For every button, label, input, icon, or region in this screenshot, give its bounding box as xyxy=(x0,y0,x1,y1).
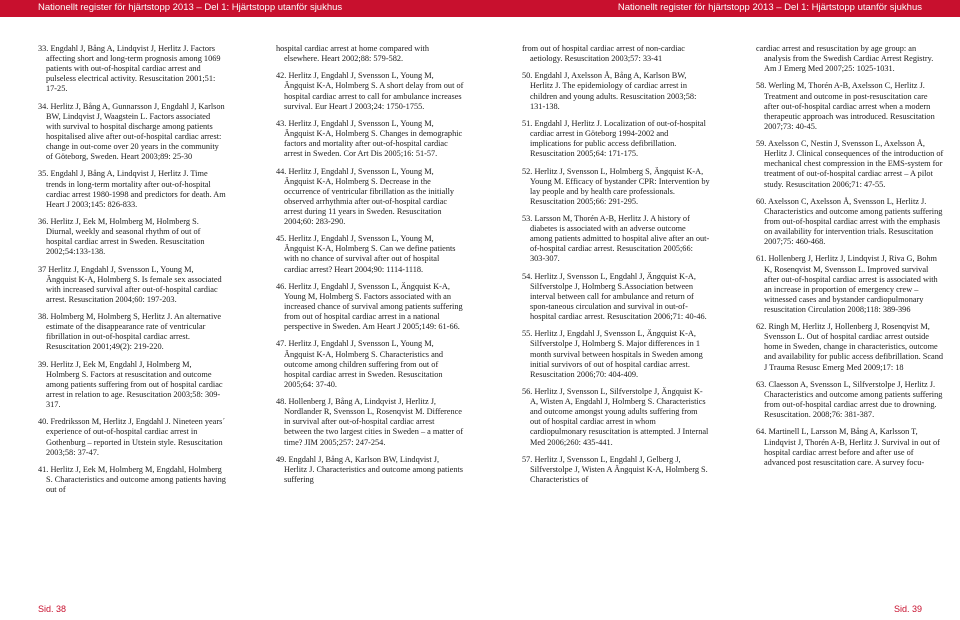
reference-entry: cardiac arrest and resuscitation by age group: an analysis from the Swedish Cardiac Arrest Registry. Am J Emerg Med 2007;25: 1025-1031. xyxy=(756,44,934,74)
reference-entry: 39. Herlitz J, Eek M, Engdahl J, Holmberg M, Holmberg S. Factors at resuscitation and outcome among patients suffering from out of hospital cardiac arrest in relation to age. Resuscitation 2003;58: 309-317. xyxy=(38,359,223,410)
reference-entry: 55. Herlitz J, Engdahl J, Svensson L, Ängquist K-A, Silfverstolpe J, Holmberg S. Major differences in 1 month survival between hospitals in Sweden among initial survivors of out of hospital cardiac arrest. Resuscitation 2006;70: 404-409. xyxy=(522,329,703,379)
page-gutter xyxy=(479,20,480,600)
reference-entry: 45. Herlitz J, Engdahl J, Svensson L, Young M, Ängquist K-A, Holmberg S. Can we define patients with no chance of survival after out of hospital cardiac arrest? Heart 2004;90: 1114-1118. xyxy=(276,234,456,274)
reference-entry: 58. Werling M, Thorén A-B, Axelsson C, Herlitz J. Treatment and outcome in post-resuscitation care after out-of-hospital cardiac arrest when a modern therapeutic approach was introduced. Resuscitation 2007;73: 40-45. xyxy=(756,81,935,131)
reference-entry: 53. Larsson M, Thorén A-B, Herlitz J. A history of diabetes is associated with an adverse outcome among patients admitted to hospital alive after an out-of-hospital cardiac arrest. Resuscitation 2005;66: 303-307. xyxy=(522,214,710,264)
reference-entry: 37 Herlitz J, Engdahl J, Svensson L, Young M, Ängquist K-A, Holmberg S. Is female sex associated with increased survival after out-of-hospital cardiac arrest. Resuscitation 2004;60: 197-203. xyxy=(38,264,222,304)
reference-entry: 35. Engdahl J, Bång A, Lindqvist J, Herlitz J. Time trends in long-term mortality after out-of-hospital cardiac arrest 1980-1998 and predictors for death. Am Heart J 2003;145: 826-833. xyxy=(38,169,226,209)
header-title-left: Nationellt register för hjärtstopp 2013 – Del 1: Hjärtstopp utanför sjukhus xyxy=(38,2,343,13)
reference-entry: 41. Herlitz J, Eek M, Holmberg M, Engdahl, Holmberg S. Characteristics and outcome among patients having out of xyxy=(38,464,226,495)
reference-column-3 xyxy=(522,44,710,492)
reference-entry: 56. Herlitz J, Svensson L, Silfverstolpe J, Ängquist K-A, Wisten A, Engdahl J, Holmberg S. Characteristics and outcome amongst young adults suffering from out of hospital cardiac arrest in whom cardiopulmonary resuscitation is attempted. J Internal Med 2006;260: 435-441. xyxy=(522,387,709,447)
reference-entry: 34. Herlitz J, Bång A, Gunnarsson J, Engdahl J, Karlson BW, Lindqvist J, Waagstein L. Factors associated with survival to hospital discharge among patients hospitalised alive after out-of-hospital cardiac arrest: change in out-come over 20 years in the community of Göteborg, Sweden. Heart 2003;89: 25-30 xyxy=(38,101,225,162)
reference-entry: 60. Axelsson C, Axelsson Å, Svensson L, Herlitz J. Characteristics and outcome among patients suffering from out-of-hospital cardiac arrest with the emphasis on availability for intervention trials. Resuscitation 2007;75: 460-468. xyxy=(756,196,943,247)
reference-entry: 49. Engdahl J, Bång A, Karlson BW, Lindqvist J, Herlitz J. Characteristics and outcome among patients suffering xyxy=(276,454,464,484)
reference-entry: 48. Hollenberg J, Bång A, Lindqvist J, Herlitz J, Nordlander R, Svensson L, Rosenqvist M. Difference in survival after out-of-hospital cardiac arrest between the two largest cities in Sweden – a matter of time? JIM 2005;257: 247-254. xyxy=(276,397,464,447)
header-title-right: Nationellt register för hjärtstopp 2013 – Del 1: Hjärtstopp utanför sjukhus xyxy=(617,2,922,13)
reference-entry: 44. Herlitz J, Engdahl J, Svensson L, Young M, Ängquist K-A, Holmberg S. Decrease in the occurrence of ventricular fibrillation as the initially observed arrhythmia after out-of-hospital cardiac arrest during 11 years in Sweden. Resuscitation 2004;60: 283-290. xyxy=(276,166,455,226)
reference-entry: hospital cardiac arrest at home compared with elsewhere. Heart 2002;88: 579-582. xyxy=(276,44,429,64)
reference-entry: 33. Engdahl J, Bång A, Lindqvist J, Herlitz J. Factors affecting short and long-term prognosis among 1069 patients with out-of-hospital cardiac arrest and pulseless electrical activity. Resuscitation 2001;51: 17-25. xyxy=(38,44,221,94)
page-header-bar xyxy=(0,0,960,17)
reference-entry: 57. Herlitz J, Svensson L, Engdahl J, Gelberg J, Silfverstolpe J, Wisten A Ängquist K-A, Holmberg S. Characteristics of xyxy=(522,454,708,484)
reference-entry: 36. Herlitz J, Eek M, Holmberg M, Holmberg S. Diurnal, weekly and seasonal rhythm of out of hospital cardiac arrest in Sweden. Resuscitation 2002;54:133-138. xyxy=(38,216,205,257)
reference-entry: 47. Herlitz J, Engdahl J, Svensson L, Young M, Ängquist K-A, Holmberg S. Characteristics and outcome among children suffering from out of hospital cardiac arrest in Sweden. Resuscitation 2005;64: 37-40. xyxy=(276,339,444,389)
reference-entry: 42. Herlitz J, Engdahl J, Svensson L, Young M, Ängquist K-A, Holmberg S. A short delay from out of hospital cardiac arrest to call for ambulance increases survival. Eur Heart J 2003;24: 1750-1755. xyxy=(276,71,464,111)
page-number-left: Sid. 38 xyxy=(38,604,67,614)
reference-entry: 59. Axelsson C, Nestin J, Svensson L, Axelsson Å, Herlitz J. Clinical consequences of the introduction of mechanical chest compression in the EMS-system for treatment of out-of-hospital cardiac arrest – A pilot study. Resuscitation 2006;71: 47-55. xyxy=(756,139,944,189)
reference-entry: 64. Martinell L, Larsson M, Bång A, Karlsson T, Lindqvist J, Thorén A-B, Herlitz J. Survival in out of hospital cardiac arrest before and after use of advanced post resuscitation care. A survey focu- xyxy=(756,427,940,467)
reference-entry: 46. Herlitz J, Engdahl J, Svensson L, Ängquist K-A, Young M, Holmberg S. Factors associated with an increased chance of survival among patients suffering from out of hospital cardiac arrest in a national perspective in Sweden. Am Heart J 2005;149: 61-66. xyxy=(276,281,463,332)
reference-entry: 54. Herlitz J, Svensson L, Engdahl J, Ängquist K-A, Silfverstolpe J, Holmberg S.Association between interval between call for ambulance and return of spon-taneous circulation and survival in out-of-hospital cardiac arrest. Resuscitation 2006;71: 40-46. xyxy=(522,271,707,322)
reference-column-2 xyxy=(276,44,464,492)
reference-entry: 52. Herlitz J, Svensson L, Holmberg S, Ängquist K-A, Young M. Efficacy of bystander CPR: Intervention by lay people and by health care professionals. Resuscitation 2005;66: 291-295. xyxy=(522,166,710,206)
reference-entry: 43. Herlitz J, Engdahl J, Svensson L, Young M, Ängquist K-A, Holmberg S. Changes in demographic factors and mortality after out-of-hospital cardiac arrest in Sweden. Cor Art Dis 2005;16: 51-57. xyxy=(276,118,463,159)
reference-entry: 62. Ringh M, Herlitz J, Hollenberg J, Rosenqvist M, Svensson L. Out of hospital cardiac arrest outside home in Sweden, change in characteristics, outcome and availability for public access defibrillation. Scand J Trauma Resusc Emerg Med 2009;17: 18 xyxy=(756,322,944,372)
reference-column-4 xyxy=(756,44,944,475)
reference-entry: 51. Engdahl J, Herlitz J. Localization of out-of-hospital cardiac arrest in Göteborg 1994-2002 and implications for public access defibrillation. Resuscitation 2005;64: 171-175. xyxy=(522,118,706,159)
reference-entry: from out of hospital cardiac arrest of non-cardiac aetiology. Resuscitation 2003;57: 33-41 xyxy=(522,44,685,64)
reference-entry: 38. Holmberg M, Holmberg S, Herlitz J. An alternative estimate of the disappearance rate of ventricular fibrillation in out-of-hospital cardiac arrest. Resuscitation 2001;49(2): 219-220. xyxy=(38,312,222,352)
reference-entry: 40. Fredriksson M, Herlitz J, Engdahl J. Nineteen years´ experience of out-of-hospital cardiac arrest in Gothenburg – reported in Utstein style. Resuscitation 2003;58: 37-47. xyxy=(38,417,226,457)
reference-column-1 xyxy=(38,44,226,502)
reference-entry: 63. Claesson A, Svensson L, Silfverstolpe J, Herlitz J. Characteristics and outcome among patients suffering from out-of-hospital cardiac arrest due to drowning. Resuscitation. 2008;76: 381-387. xyxy=(756,379,943,420)
page-number-right: Sid. 39 xyxy=(893,604,922,614)
reference-entry: 50. Engdahl J, Axelsson Å, Bång A, Karlson BW, Herlitz J. The epidemiology of cardiac arrest in children and young adults. Resuscitation 2003;58: 131-138. xyxy=(522,71,697,111)
reference-entry: 61. Hollenberg J, Herlitz J, Lindqvist J, Riva G, Bohm K, Rosenqvist M, Svensson L. Improved survival after out-of-hospital cardiac arrest is associated with an increase in proportion of emergency crew – witnessed cases and bystander cardiopulmonary resuscitation Circulation 2008;118: 389-396 xyxy=(756,254,938,314)
